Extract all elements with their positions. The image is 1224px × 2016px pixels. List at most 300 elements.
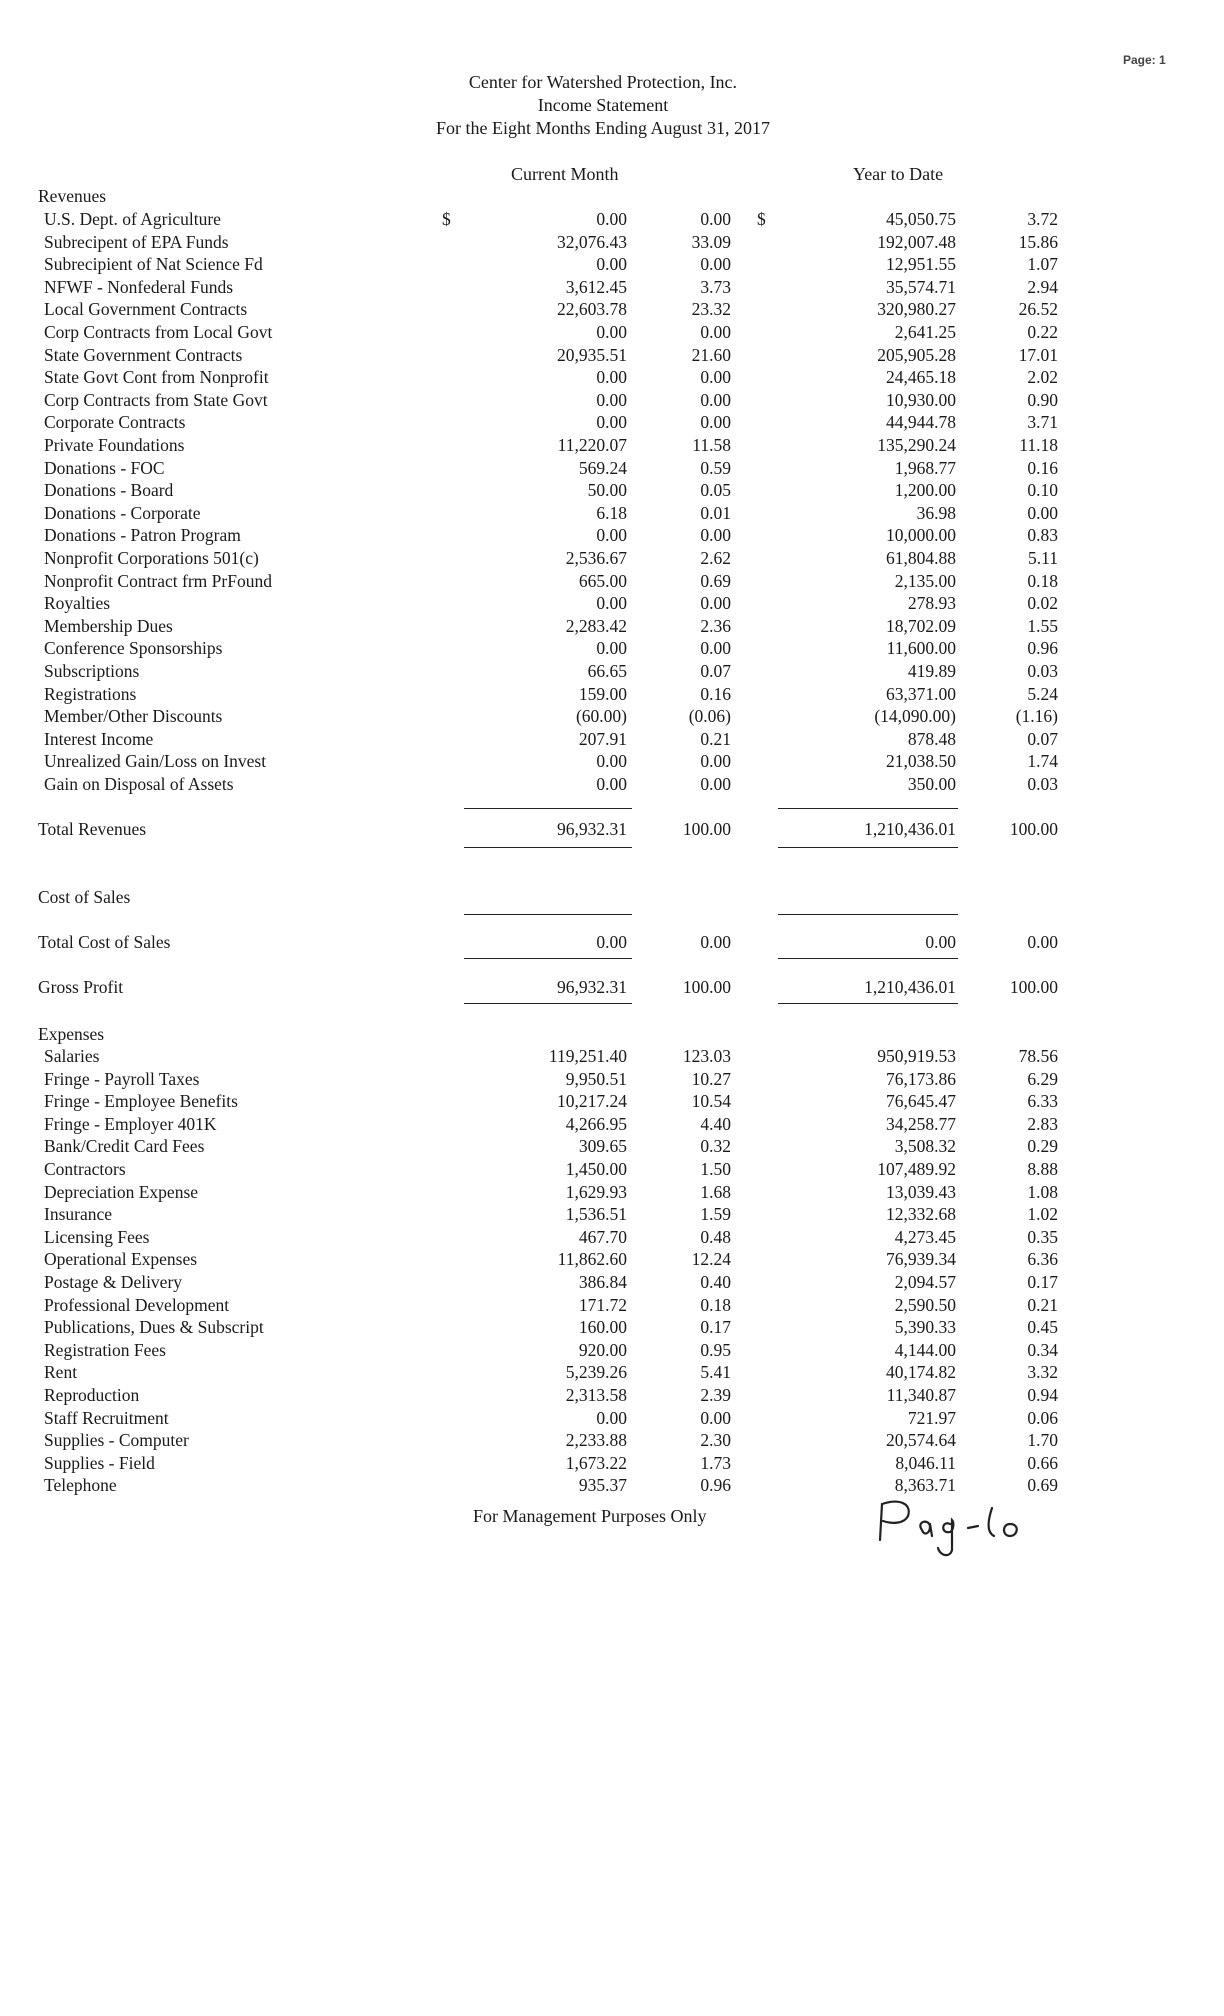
line-item-label: NFWF - Nonfederal Funds [44, 276, 234, 297]
cost-of-sales-rule-ytd [778, 914, 958, 915]
current-month-percent: 2.62 [700, 548, 731, 568]
total-revenues-row [0, 818, 1224, 840]
ytd-percent: 17.01 [1018, 344, 1058, 365]
ytd-amount: 1,210,436.01 [864, 819, 956, 839]
revenue-row [0, 298, 1224, 320]
line-item-label: Supplies - Field [44, 1452, 155, 1473]
current-month-amount: 569.24 [578, 457, 627, 478]
current-month-percent: 0.00 [700, 209, 731, 229]
current-month-amount: 2,313.58 [565, 1385, 627, 1405]
ytd-percent: 0.45 [1027, 1317, 1058, 1338]
ytd-percent: 0.10 [1027, 480, 1058, 501]
ytd-amount: 63,371.00 [886, 683, 956, 704]
revenues-heading-row [0, 185, 1224, 207]
expense-row [0, 1361, 1224, 1383]
current-month-amount: 0.00 [596, 412, 627, 433]
line-item-label: Reproduction [44, 1385, 140, 1405]
ytd-percent: 15.86 [1018, 231, 1058, 252]
current-month-dollar-sign: $ [442, 209, 451, 229]
current-month-amount: 2,536.67 [565, 548, 627, 568]
ytd-percent: (1.16) [1015, 706, 1058, 727]
expenses-heading-row [0, 1023, 1224, 1045]
ytd-amount: 2,641.25 [894, 322, 956, 342]
ytd-percent: 0.94 [1027, 1385, 1058, 1405]
page-number-label: Page: 1 [1123, 53, 1166, 67]
expense-row [0, 1429, 1224, 1451]
expense-row [0, 1181, 1224, 1203]
ytd-amount: 20,574.64 [886, 1430, 956, 1451]
expense-row [0, 1135, 1224, 1157]
cost-of-sales-rule-cm [464, 914, 632, 915]
ytd-percent: 1.74 [1027, 751, 1058, 772]
line-item-label: Membership Dues [44, 615, 173, 636]
expense-row [0, 1248, 1224, 1270]
ytd-amount: 107,489.92 [877, 1159, 956, 1179]
ytd-percent: 3.71 [1027, 412, 1058, 433]
current-month-amount: 207.91 [578, 728, 627, 749]
revenues-heading: Revenues [38, 186, 107, 206]
ytd-amount: 135,290.24 [877, 435, 956, 455]
ytd-amount: 24,465.18 [886, 367, 956, 388]
line-item-label: Corp Contracts from State Govt [44, 389, 268, 410]
current-month-amount: 10,217.24 [557, 1091, 627, 1112]
current-month-percent: 0.00 [700, 932, 731, 952]
current-month-percent: 3.73 [700, 276, 731, 297]
revenue-row [0, 705, 1224, 727]
ytd-amount: 11,340.87 [886, 1385, 956, 1405]
line-item-label: Fringe - Payroll Taxes [44, 1068, 200, 1089]
revenue-row [0, 208, 1224, 230]
current-month-amount: 0.00 [596, 751, 627, 772]
expense-row [0, 1384, 1224, 1406]
current-month-percent: 1.73 [700, 1452, 731, 1473]
current-month-percent: 1.50 [700, 1159, 731, 1179]
line-item-label: Professional Development [44, 1294, 230, 1315]
revenue-row [0, 592, 1224, 614]
line-item-label: Subrecipient of Nat Science Fd [44, 254, 263, 275]
ytd-percent: 6.33 [1027, 1091, 1058, 1112]
ytd-amount: 11,600.00 [886, 638, 956, 659]
line-item-label: Supplies - Computer [44, 1430, 189, 1451]
total-revenues-underline-ytd [778, 847, 958, 848]
line-item-label: Local Government Contracts [44, 299, 248, 320]
ytd-amount: 950,919.53 [877, 1046, 956, 1066]
current-month-amount: 386.84 [578, 1272, 627, 1292]
current-month-amount: 665.00 [578, 570, 627, 591]
current-month-amount: 0.00 [596, 932, 627, 952]
line-item-label: U.S. Dept. of Agriculture [44, 209, 221, 229]
ytd-amount: 10,000.00 [886, 525, 956, 546]
revenue-row [0, 524, 1224, 546]
current-month-percent: 12.24 [691, 1249, 731, 1270]
ytd-amount: 61,804.88 [886, 548, 956, 568]
ytd-percent: 6.29 [1027, 1068, 1058, 1089]
current-month-amount: 0.00 [596, 1407, 627, 1428]
ytd-amount: 18,702.09 [886, 615, 956, 636]
ytd-amount: 12,332.68 [886, 1204, 956, 1225]
current-month-percent: 0.00 [700, 322, 731, 342]
line-item-label: Insurance [44, 1204, 113, 1225]
current-month-amount: 0.00 [596, 525, 627, 546]
ytd-amount: 1,968.77 [894, 457, 956, 478]
current-month-amount: 1,450.00 [565, 1159, 627, 1179]
ytd-percent: 2.94 [1027, 276, 1058, 297]
current-month-amount: 9,950.51 [565, 1068, 627, 1089]
current-month-percent: 0.16 [700, 683, 731, 704]
report-header [0, 71, 1206, 140]
current-month-percent: 0.21 [700, 728, 731, 749]
current-month-amount: 32,076.43 [557, 231, 627, 252]
revenue-row [0, 615, 1224, 637]
ytd-percent: 0.03 [1027, 774, 1058, 794]
current-month-percent: 2.39 [700, 1385, 731, 1405]
line-item-label: Donations - Board [44, 480, 174, 501]
line-item-label: Private Foundations [44, 435, 185, 455]
ytd-percent: 0.21 [1027, 1294, 1058, 1315]
ytd-amount: 320,980.27 [877, 299, 956, 320]
current-month-amount: 22,603.78 [557, 299, 627, 320]
ytd-percent: 0.29 [1027, 1136, 1058, 1157]
ytd-amount: 1,210,436.01 [864, 977, 956, 997]
revenue-row [0, 750, 1224, 772]
ytd-percent: 0.06 [1027, 1407, 1058, 1428]
current-month-amount: 160.00 [578, 1317, 627, 1338]
ytd-amount: 2,590.50 [894, 1294, 956, 1315]
ytd-percent: 1.07 [1027, 254, 1058, 275]
expense-row [0, 1068, 1224, 1090]
ytd-amount: (14,090.00) [874, 706, 956, 727]
ytd-percent: 1.02 [1027, 1204, 1058, 1225]
ytd-amount: 8,046.11 [895, 1452, 956, 1473]
ytd-amount: 878.48 [907, 728, 956, 749]
ytd-amount: 721.97 [907, 1407, 956, 1428]
ytd-percent: 0.00 [1027, 502, 1058, 523]
gross-profit-underline-ytd [778, 1003, 958, 1004]
ytd-amount: 419.89 [907, 661, 956, 681]
gross-profit-underline-cm [464, 1003, 632, 1004]
current-month-column-header: Current Month [511, 164, 619, 184]
ytd-amount: 350.00 [907, 774, 956, 794]
current-month-percent: 0.96 [700, 1475, 731, 1496]
current-month-percent: 2.30 [700, 1430, 731, 1451]
line-item-label: Gross Profit [38, 977, 124, 997]
ytd-percent: 0.22 [1027, 322, 1058, 342]
line-item-label: Nonprofit Corporations 501(c) [44, 548, 259, 568]
expense-row [0, 1090, 1224, 1112]
revenue-row [0, 276, 1224, 298]
current-month-percent: 10.27 [691, 1068, 731, 1089]
line-item-label: Fringe - Employer 401K [44, 1113, 217, 1134]
current-month-amount: 66.65 [587, 661, 627, 681]
total-revenues-underline-cm [464, 847, 632, 848]
line-item-label: Corp Contracts from Local Govt [44, 322, 273, 342]
current-month-percent: 0.69 [700, 570, 731, 591]
current-month-percent: 0.00 [700, 367, 731, 388]
company-name: Center for Watershed Protection, Inc. [468, 72, 738, 92]
ytd-percent: 0.03 [1027, 661, 1058, 681]
ytd-amount: 40,174.82 [886, 1362, 956, 1383]
line-item-label: Salaries [44, 1046, 100, 1066]
ytd-amount: 4,144.00 [894, 1339, 956, 1360]
ytd-amount: 34,258.77 [886, 1113, 956, 1134]
current-month-percent: 0.07 [700, 661, 731, 681]
current-month-amount: 2,233.88 [565, 1430, 627, 1451]
ytd-amount: 278.93 [907, 593, 956, 614]
ytd-percent: 8.88 [1027, 1159, 1058, 1179]
current-month-amount: 935.37 [578, 1475, 627, 1496]
current-month-amount: 0.00 [596, 774, 627, 794]
ytd-percent: 5.11 [1028, 548, 1058, 568]
revenue-row [0, 366, 1224, 388]
ytd-percent: 3.32 [1027, 1362, 1058, 1383]
ytd-amount: 45,050.75 [886, 209, 956, 229]
revenue-row [0, 253, 1224, 275]
revenue-row [0, 637, 1224, 659]
ytd-percent: 26.52 [1018, 299, 1058, 320]
ytd-dollar-sign: $ [757, 209, 766, 229]
line-item-label: Postage & Delivery [44, 1272, 183, 1292]
expense-row [0, 1045, 1224, 1067]
current-month-percent: 0.59 [700, 457, 731, 478]
current-month-amount: 6.18 [596, 502, 627, 523]
current-month-percent: 0.00 [700, 412, 731, 433]
revenue-row [0, 479, 1224, 501]
current-month-amount: 20,935.51 [557, 344, 627, 365]
current-month-amount: 0.00 [596, 367, 627, 388]
current-month-percent: 0.00 [700, 254, 731, 275]
current-month-percent: 0.17 [700, 1317, 731, 1338]
current-month-amount: 1,629.93 [565, 1181, 627, 1202]
current-month-amount: 0.00 [596, 209, 627, 229]
ytd-percent: 11.18 [1019, 435, 1058, 455]
line-item-label: Donations - Corporate [44, 502, 201, 523]
ytd-amount: 0.00 [925, 932, 956, 952]
ytd-amount: 76,939.34 [886, 1249, 956, 1270]
expense-row [0, 1452, 1224, 1474]
current-month-amount: 3,612.45 [565, 276, 627, 297]
revenue-row [0, 683, 1224, 705]
current-month-percent: 0.05 [700, 480, 731, 501]
current-month-percent: 1.59 [700, 1204, 731, 1225]
revenue-row [0, 321, 1224, 343]
line-item-label: Subrecipent of EPA Funds [44, 231, 229, 252]
expense-row [0, 1113, 1224, 1135]
current-month-amount: 50.00 [587, 480, 627, 501]
ytd-amount: 5,390.33 [894, 1317, 956, 1338]
cost-of-sales-heading: Cost of Sales [38, 887, 131, 907]
current-month-amount: 159.00 [578, 683, 627, 704]
ytd-percent: 2.02 [1027, 367, 1058, 388]
ytd-percent: 0.02 [1027, 593, 1058, 614]
current-month-percent: (0.06) [688, 706, 731, 727]
ytd-percent: 0.17 [1027, 1272, 1058, 1292]
revenue-row [0, 547, 1224, 569]
ytd-percent: 78.56 [1018, 1046, 1058, 1066]
line-item-label: Registrations [44, 683, 137, 704]
expenses-heading: Expenses [38, 1024, 105, 1044]
line-item-label: Total Revenues [38, 819, 147, 839]
current-month-percent: 0.00 [700, 525, 731, 546]
ytd-percent: 0.66 [1027, 1452, 1058, 1473]
ytd-percent: 0.83 [1027, 525, 1058, 546]
cost-of-sales-underline-ytd [778, 958, 958, 959]
current-month-percent: 0.32 [700, 1136, 731, 1157]
report-period: For the Eight Months Ending August 31, 2017 [435, 118, 770, 138]
ytd-percent: 5.24 [1027, 683, 1058, 704]
ytd-amount: 76,645.47 [886, 1091, 956, 1112]
expense-row [0, 1158, 1224, 1180]
expense-row [0, 1474, 1224, 1496]
current-month-percent: 0.18 [700, 1294, 731, 1315]
current-month-amount: 467.70 [578, 1226, 627, 1247]
line-item-label: Total Cost of Sales [38, 932, 171, 952]
current-month-percent: 0.00 [700, 751, 731, 772]
ytd-percent: 0.69 [1027, 1475, 1058, 1496]
ytd-amount: 4,273.45 [894, 1226, 956, 1247]
ytd-percent: 6.36 [1027, 1249, 1058, 1270]
line-item-label: Conference Sponsorships [44, 638, 223, 659]
current-month-percent: 21.60 [691, 344, 731, 365]
current-month-percent: 123.03 [682, 1046, 731, 1066]
current-month-percent: 23.32 [691, 299, 731, 320]
expense-row [0, 1407, 1224, 1429]
current-month-percent: 11.58 [692, 435, 731, 455]
revenue-row [0, 344, 1224, 366]
line-item-label: Depreciation Expense [44, 1181, 199, 1202]
current-month-amount: 309.65 [578, 1136, 627, 1157]
ytd-amount: 13,039.43 [886, 1181, 956, 1202]
expense-row [0, 1226, 1224, 1248]
line-item-label: Publications, Dues & Subscript [44, 1317, 264, 1338]
line-item-label: Interest Income [44, 728, 154, 749]
revenue-row [0, 411, 1224, 433]
ytd-percent: 0.07 [1027, 728, 1058, 749]
ytd-amount: 2,135.00 [894, 570, 956, 591]
ytd-amount: 12,951.55 [886, 254, 956, 275]
line-item-label: State Govt Cont from Nonprofit [44, 367, 269, 388]
line-item-label: Donations - FOC [44, 457, 165, 478]
line-item-label: Donations - Patron Program [44, 525, 241, 546]
ytd-percent: 3.72 [1027, 209, 1058, 229]
current-month-amount: 2,283.42 [565, 615, 627, 636]
total-cost-of-sales-row [0, 931, 1224, 953]
ytd-percent: 1.70 [1027, 1430, 1058, 1451]
current-month-amount: 96,932.31 [557, 977, 627, 997]
ytd-percent: 0.00 [1027, 932, 1058, 952]
revenue-row [0, 773, 1224, 795]
ytd-amount: 76,173.86 [886, 1068, 956, 1089]
report-title: Income Statement [537, 95, 669, 115]
ytd-percent: 0.16 [1027, 457, 1058, 478]
line-item-label: Operational Expenses [44, 1249, 198, 1270]
current-month-amount: 5,239.26 [565, 1362, 627, 1383]
line-item-label: Rent [44, 1362, 78, 1383]
ytd-percent: 0.96 [1027, 638, 1058, 659]
ytd-amount: 1,200.00 [894, 480, 956, 501]
ytd-percent: 100.00 [1009, 977, 1058, 997]
revenue-row [0, 502, 1224, 524]
current-month-amount: 1,536.51 [565, 1204, 627, 1225]
revenue-row [0, 457, 1224, 479]
current-month-amount: (60.00) [575, 706, 627, 727]
current-month-amount: 96,932.31 [557, 819, 627, 839]
revenue-row [0, 389, 1224, 411]
ytd-amount: 205,905.28 [877, 344, 956, 365]
current-month-percent: 0.01 [700, 502, 731, 523]
current-month-percent: 1.68 [700, 1181, 731, 1202]
current-month-amount: 11,220.07 [557, 435, 627, 455]
line-item-label: Subscriptions [44, 661, 140, 681]
line-item-label: Contractors [44, 1159, 126, 1179]
line-item-label: Gain on Disposal of Assets [44, 774, 234, 794]
revenue-row [0, 570, 1224, 592]
expense-row [0, 1203, 1224, 1225]
line-item-label: Nonprofit Contract frm PrFound [44, 570, 272, 591]
expense-row [0, 1316, 1224, 1338]
current-month-percent: 33.09 [691, 231, 731, 252]
ytd-amount: 2,094.57 [894, 1272, 956, 1292]
current-month-amount: 119,251.40 [548, 1046, 627, 1066]
ytd-amount: 8,363.71 [894, 1475, 956, 1496]
ytd-percent: 2.83 [1027, 1113, 1058, 1134]
footer-note: For Management Purposes Only [473, 1506, 707, 1526]
line-item-label: Registration Fees [44, 1339, 166, 1360]
cost-of-sales-heading-row [0, 886, 1224, 908]
current-month-percent: 0.00 [700, 389, 731, 410]
current-month-percent: 0.40 [700, 1272, 731, 1292]
total-revenues-rule-cm [464, 808, 632, 809]
revenue-row [0, 660, 1224, 682]
line-item-label: Unrealized Gain/Loss on Invest [44, 751, 267, 772]
current-month-percent: 4.40 [700, 1113, 731, 1134]
current-month-amount: 11,862.60 [557, 1249, 627, 1270]
ytd-percent: 100.00 [1009, 819, 1058, 839]
total-revenues-rule-ytd [778, 808, 958, 809]
current-month-percent: 5.41 [700, 1362, 731, 1383]
cost-of-sales-underline-cm [464, 958, 632, 959]
current-month-percent: 10.54 [691, 1091, 731, 1112]
line-item-label: Royalties [44, 593, 111, 614]
line-item-label: Licensing Fees [44, 1226, 150, 1247]
revenue-row [0, 231, 1224, 253]
ytd-amount: 3,508.32 [894, 1136, 956, 1157]
ytd-percent: 0.35 [1027, 1226, 1058, 1247]
line-item-label: Telephone [44, 1475, 117, 1496]
line-item-label: Fringe - Employee Benefits [44, 1091, 238, 1112]
current-month-amount: 0.00 [596, 254, 627, 275]
current-month-amount: 920.00 [578, 1339, 627, 1360]
current-month-percent: 100.00 [682, 977, 731, 997]
ytd-amount: 10,930.00 [886, 389, 956, 410]
year-to-date-column-header: Year to Date [853, 164, 944, 184]
current-month-percent: 0.00 [700, 1407, 731, 1428]
expense-row [0, 1339, 1224, 1361]
expense-row [0, 1294, 1224, 1316]
gross-profit-row [0, 976, 1224, 998]
revenue-row [0, 728, 1224, 750]
line-item-label: Staff Recruitment [44, 1407, 169, 1428]
ytd-percent: 1.55 [1027, 615, 1058, 636]
ytd-amount: 192,007.48 [877, 231, 956, 252]
current-month-percent: 0.48 [700, 1226, 731, 1247]
current-month-percent: 0.00 [700, 593, 731, 614]
line-item-label: Bank/Credit Card Fees [44, 1136, 205, 1157]
handwritten-page-annotation [870, 1490, 1030, 1560]
current-month-percent: 2.36 [700, 615, 731, 636]
current-month-amount: 0.00 [596, 593, 627, 614]
ytd-percent: 0.18 [1027, 570, 1058, 591]
current-month-percent: 0.00 [700, 638, 731, 659]
